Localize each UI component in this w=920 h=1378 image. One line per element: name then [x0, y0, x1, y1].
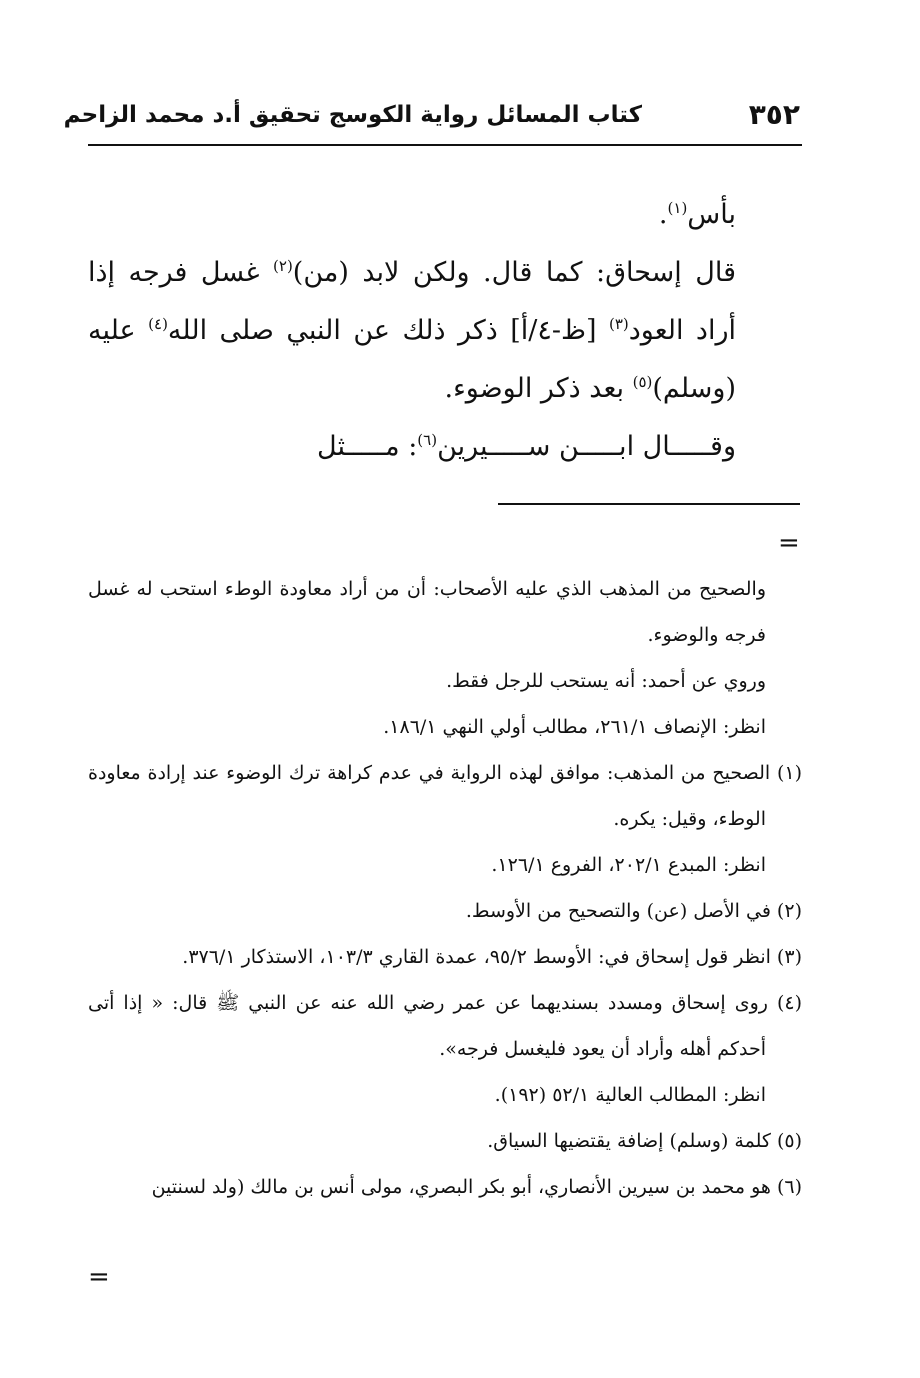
footnote-continuation: والصحيح من المذهب الذي عليه الأصحاب: أن من أراد معاودة الوطء استحب له غسل فرجه والوضوء.	[88, 578, 766, 646]
page-header	[63, 98, 802, 144]
page-number: ٣٥٢	[748, 98, 800, 131]
footnote-6: (٦) هو محمد بن سيرين الأنصاري، أبو بكر البصري، مولى أنس بن مالك (ولد لسنتين	[151, 1176, 802, 1198]
footnote-ref-5: (٥)	[632, 373, 653, 391]
running-title: كتاب المسائل رواية الكوسج تحقيق أ.د محمد الزاحم	[63, 102, 642, 128]
footnote-1-ref: انظر: المبدع ٢٠٢/١، الفروع ١٢٦/١.	[491, 854, 766, 876]
footnote-5: (٥) كلمة (وسلم) إضافة يقتضيها السياق.	[487, 1130, 802, 1152]
main-paragraph-1: بأس$^{(١)}$.	[658, 199, 736, 230]
footnote-2: (٢) في الأصل (عن) والتصحيح من الأوسط.	[465, 900, 802, 922]
footnote-continuation: وروي عن أحمد: أنه يستحب للرجل فقط.	[446, 670, 766, 692]
main-text	[88, 186, 736, 476]
continuation-mark-top: =	[778, 528, 800, 558]
footnote-ref-3: (٣)	[608, 315, 629, 333]
header-rule	[88, 144, 802, 146]
main-paragraph-3: وقـــــال ابـــــن ســـــيرين$^{(٦)}$: مـــــثل	[317, 431, 736, 462]
main-paragraph-2: قال إسحاق: كما قال. ولكن لابد (من)$^{(٢)}$ غسل فرجه إذا أراد العود$^{(٣)}$ [ظ-٤/أ] ذكر ذلك عن النبي صلى الله$^{(٤)}$ عليه (وسلم)$^{(٥)}$ بعد ذكر الوضوء.	[88, 257, 736, 404]
footnote-ref-6: (٦)	[417, 431, 438, 449]
footnote-ref-4: (٤)	[148, 315, 168, 333]
footnote-separator	[498, 503, 800, 505]
footnote-1: (١) الصحيح من المذهب: موافق لهذه الرواية في عدم كراهة ترك الوضوء عند إرادة معاودة الوطء، وقيل: يكره.	[88, 762, 802, 830]
footnote-4: (٤) روى إسحاق ومسدد بسنديهما عن عمر رضي الله عنه عن النبي ﷺ قال: « إذا أتى أحدكم أهله وأراد أن يعود فليغسل فرجه».	[88, 992, 802, 1060]
footnote-ref-2: (٢)	[273, 257, 293, 275]
footnotes	[88, 566, 802, 1210]
footnote-ref-1: (١)	[667, 199, 688, 217]
footnote-continuation-ref: انظر: الإنصاف ٢٦١/١، مطالب أولي النهي ١٨٦/١.	[383, 716, 766, 738]
footnote-4-ref: انظر: المطالب العالية ٥٢/١ (١٩٢).	[494, 1084, 766, 1106]
continuation-mark-bottom: =	[88, 1262, 110, 1292]
footnote-3: (٣) انظر قول إسحاق في: الأوسط ٩٥/٢، عمدة القاري ١٠٣/٣، الاستذكار ٣٧٦/١.	[182, 946, 802, 968]
